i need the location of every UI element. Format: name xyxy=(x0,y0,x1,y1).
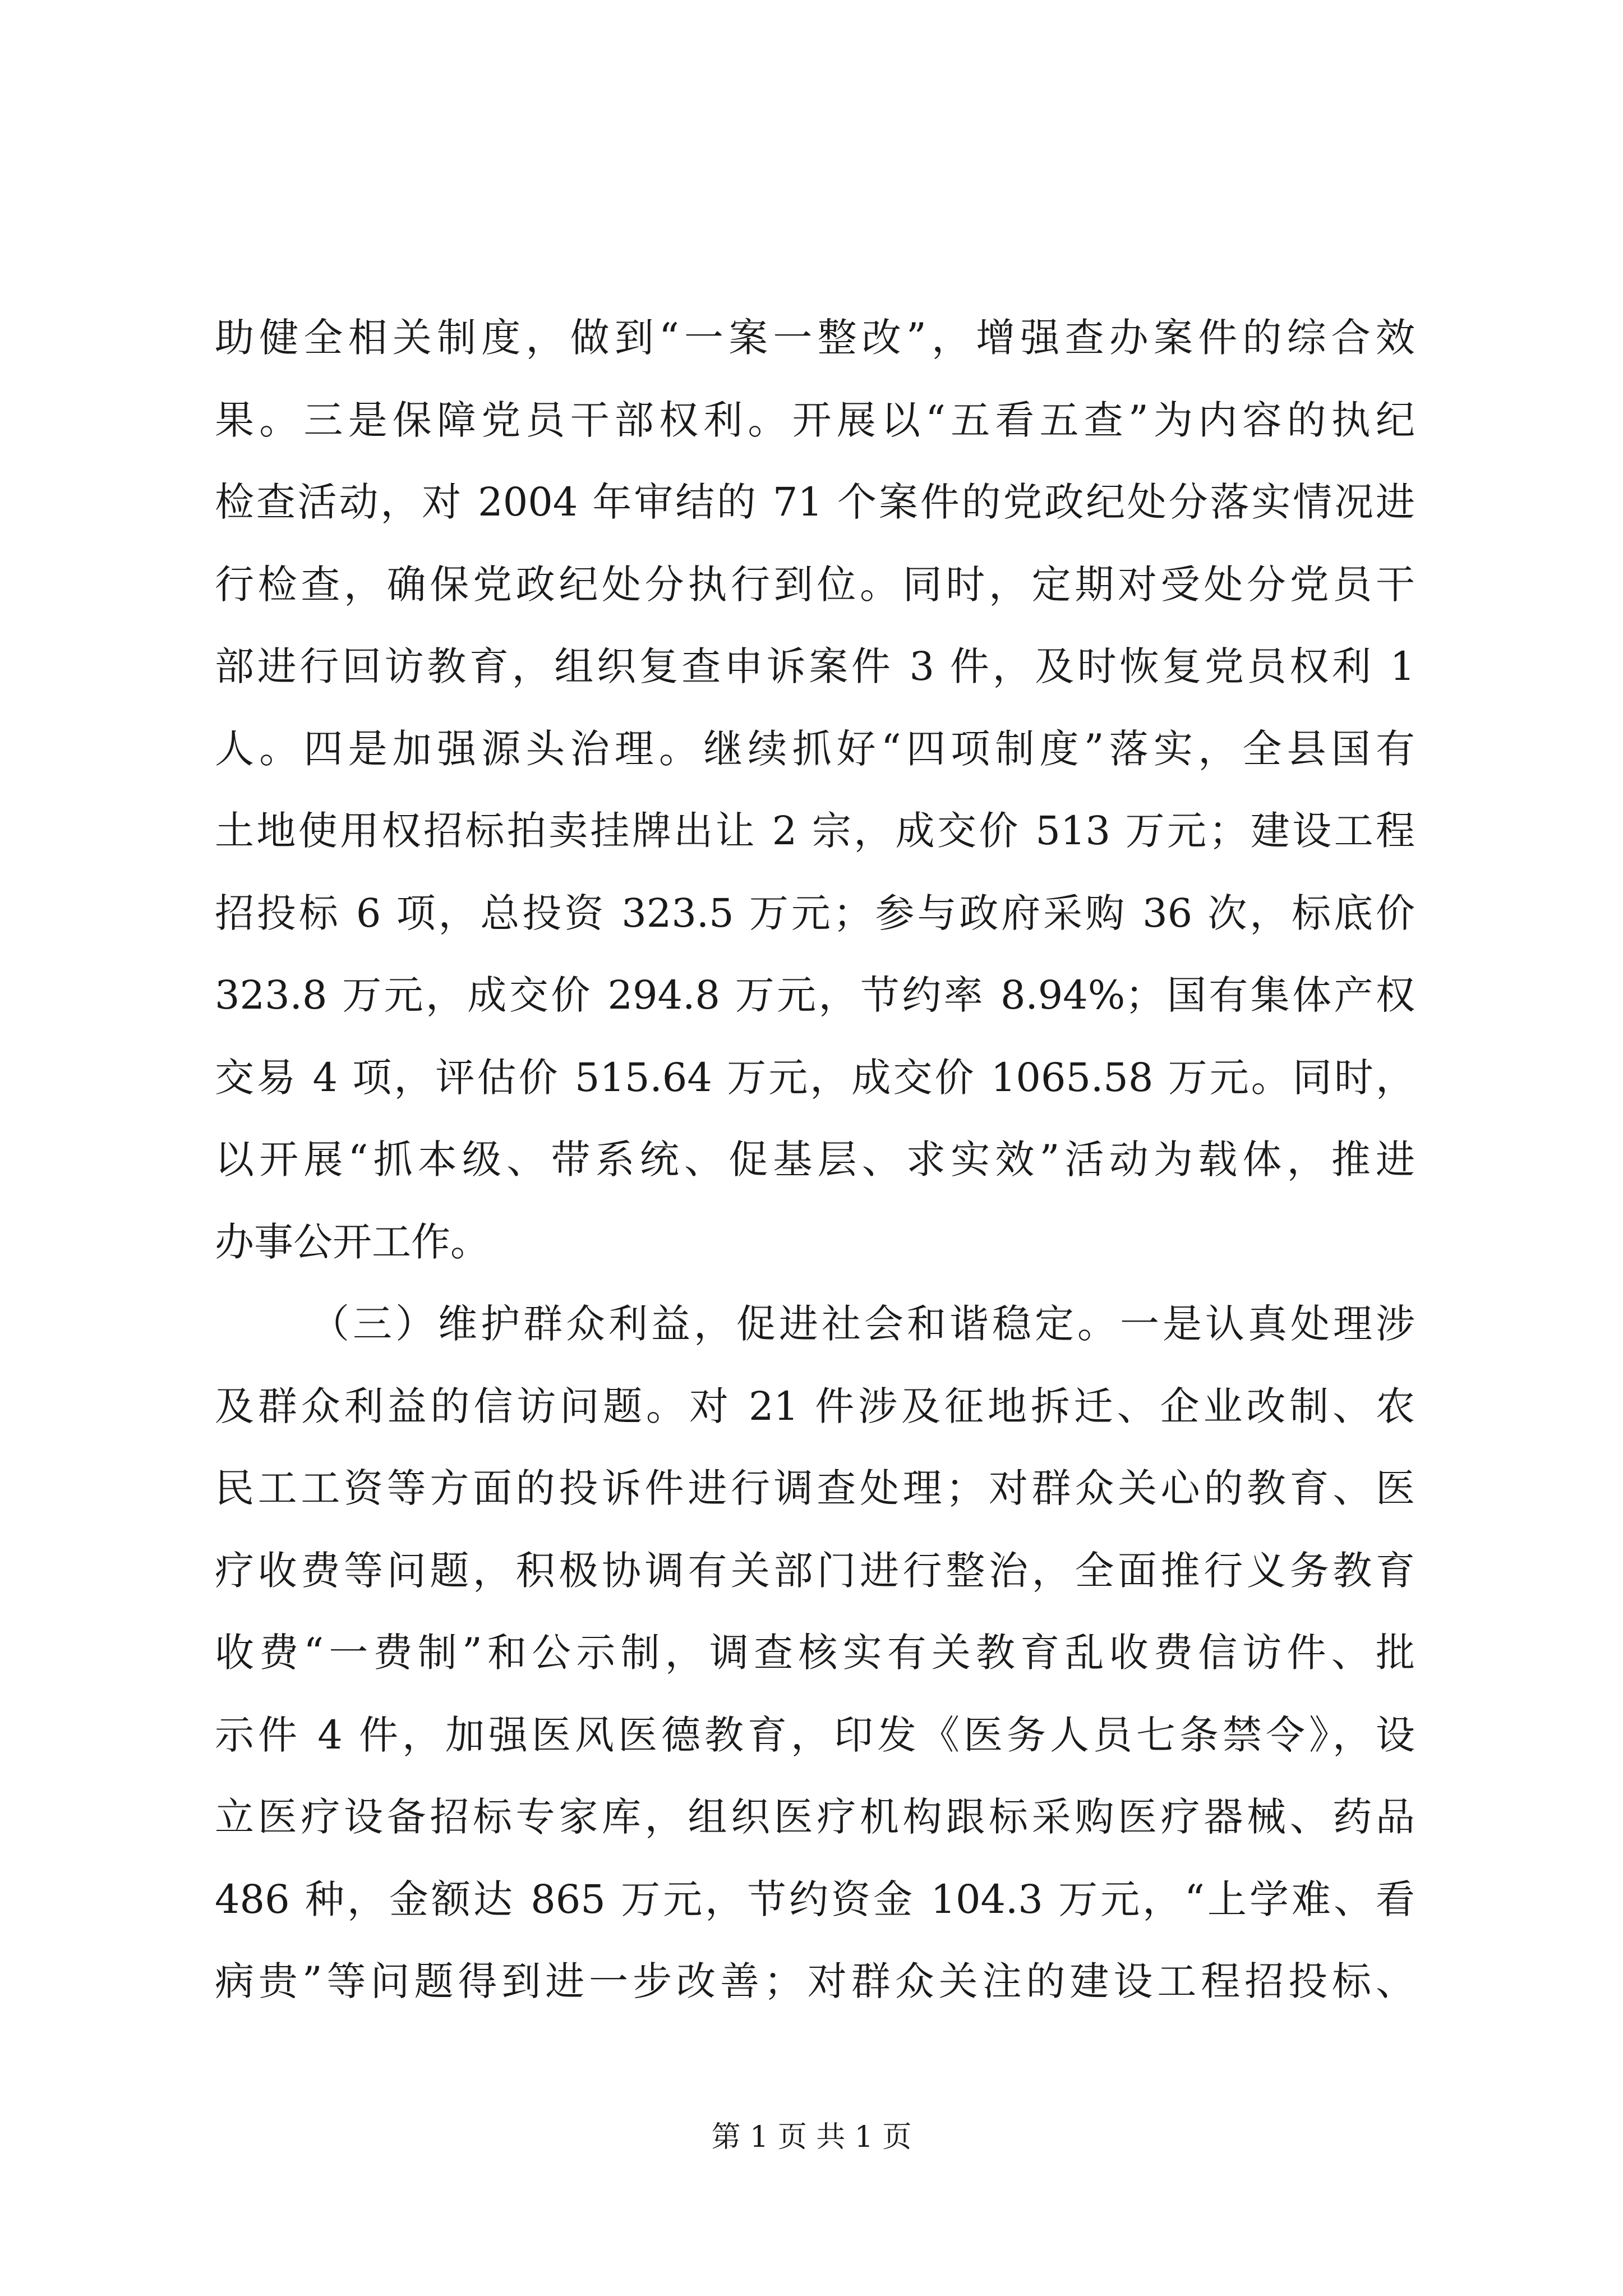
text-line: 及群众利益的信访问题。对 21 件涉及征地拆迁、企业改制、农 xyxy=(215,1383,1415,1429)
text-line: 以开展“抓本级、带系统、促基层、求实效”活动为载体，推进 xyxy=(215,1137,1415,1182)
text-line: 交易 4 项，评估价 515.64 万元，成交价 1065.58 万元。同时， xyxy=(215,1054,1415,1101)
section-heading-line: （三）维护群众利益，促进社会和谐稳定。一是认真处理涉 xyxy=(310,1301,1415,1347)
text-line: 助健全相关制度，做到“一案一整改”，增强查办案件的综合效 xyxy=(215,315,1415,361)
text-line: 部进行回访教育，组织复查申诉案件 3 件，及时恢复党员权利 1 xyxy=(215,643,1415,689)
text-line: 示件 4 件，加强医风医德教育，印发《医务人员七条禁令》，设 xyxy=(215,1711,1415,1758)
text-line: 323.8 万元，成交价 294.8 万元，节约率 8.94%；国有集体产权 xyxy=(215,972,1415,1018)
text-line: 招投标 6 项，总投资 323.5 万元；参与政府采购 36 次，标底价 xyxy=(215,890,1415,936)
text-line: 病贵”等问题得到进一步改善；对群众关注的建设工程招投标、 xyxy=(215,1958,1415,2004)
text-line: 486 种，金额达 865 万元，节约资金 104.3 万元，“上学难、看 xyxy=(215,1876,1415,1922)
body-text xyxy=(215,297,1415,2023)
text-line: 疗收费等问题，积极协调有关部门进行整治，全面推行义务教育 xyxy=(215,1547,1415,1594)
text-line: 行检查，确保党政纪处分执行到位。同时，定期对受处分党员干 xyxy=(215,561,1415,608)
text-line: 检查活动，对 2004 年审结的 71 个案件的党政纪处分落实情况进 xyxy=(215,479,1415,525)
text-line: 立医疗设备招标专家库，组织医疗机构跟标采购医疗器械、药品 xyxy=(215,1794,1415,1840)
text-line: 民工工资等方面的投诉件进行调查处理；对群众关心的教育、医 xyxy=(215,1465,1415,1511)
page-footer: 第 1 页 共 1 页 xyxy=(711,2120,912,2154)
text-line: 果。三是保障党员干部权利。开展以“五看五查”为内容的执纪 xyxy=(215,397,1415,443)
text-line: 收费“一费制”和公示制，调查核实有关教育乱收费信访件、批 xyxy=(215,1630,1415,1676)
text-line: 人。四是加强源头治理。继续抓好“四项制度”落实，全县国有 xyxy=(215,725,1415,772)
text-line: 土地使用权招标拍卖挂牌出让 2 宗，成交价 513 万元；建设工程 xyxy=(215,808,1415,854)
text-line: 办事公开工作。 xyxy=(215,1218,490,1265)
